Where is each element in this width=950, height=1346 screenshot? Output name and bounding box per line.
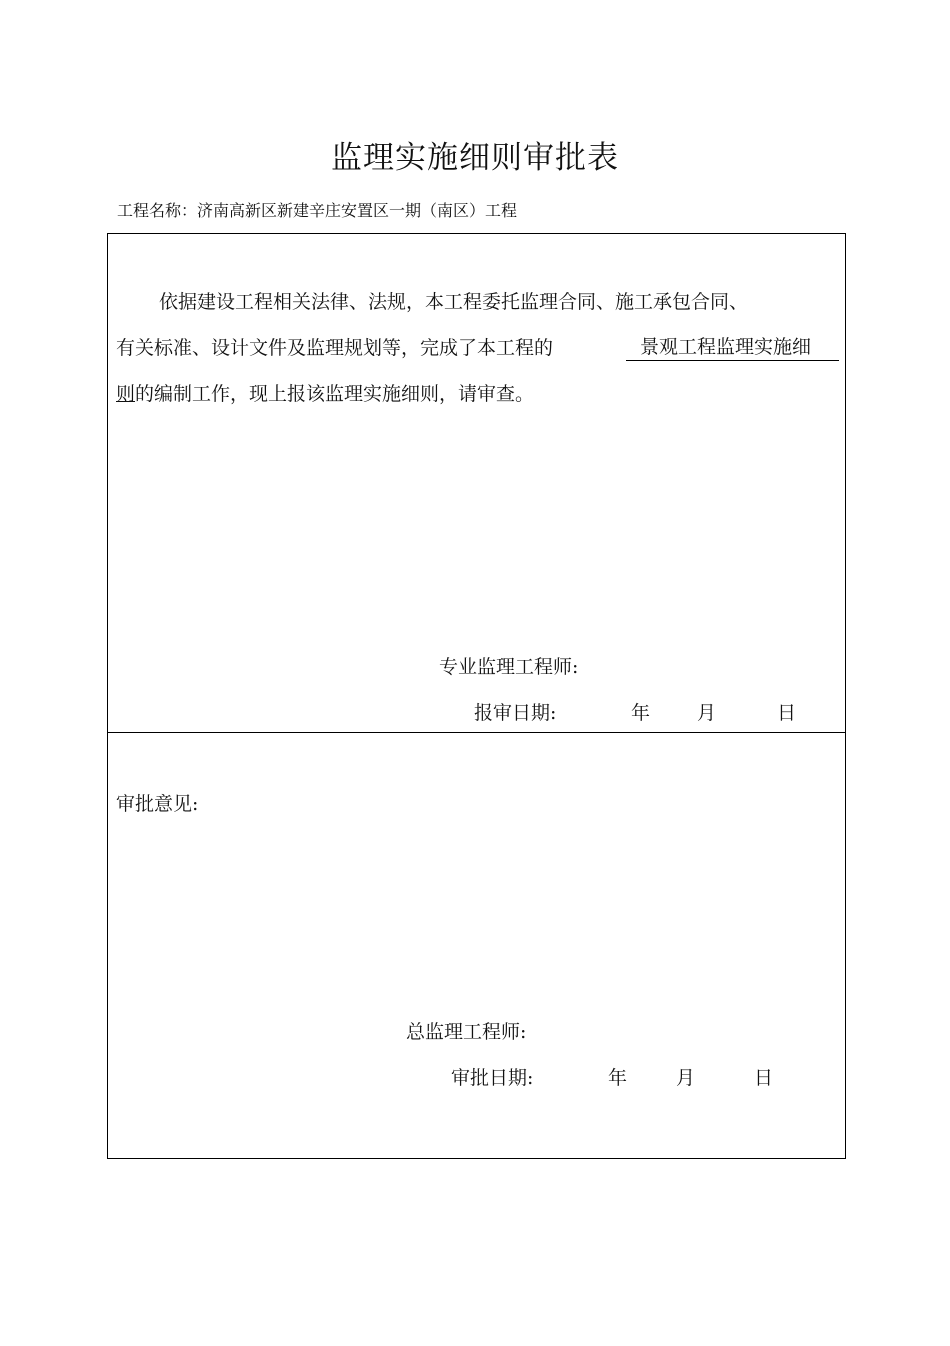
approval-opinion-label: 审批意见:: [116, 793, 199, 815]
specialty-engineer-label: 专业监理工程师:: [439, 656, 579, 678]
submission-date-label: 报审日期:: [474, 702, 557, 724]
section-divider: [107, 732, 846, 733]
submission-year-label: 年: [631, 702, 651, 724]
project-name: 工程名称：济南高新区新建辛庄安置区一期（南区）工程: [117, 201, 518, 220]
submission-text-line-2: 有关标准、设计文件及监理规划等，完成了本工程的: [116, 337, 554, 359]
fill-in-plan-name-continued[interactable]: 则: [116, 383, 136, 405]
submission-day-label: 日: [777, 702, 797, 724]
submission-text-line-3: [116, 380, 534, 408]
document-title: 监理实施细则审批表: [331, 140, 619, 176]
approval-day-label: 日: [754, 1067, 774, 1089]
approval-year-label: 年: [608, 1067, 628, 1089]
submission-text-line-3-rest: 的编制工作，现上报该监理实施细则，请审查。: [135, 383, 535, 405]
approval-date-label: 审批日期:: [451, 1067, 534, 1089]
fill-in-plan-name[interactable]: 景观工程监理实施细: [626, 333, 839, 361]
submission-month-label: 月: [697, 702, 717, 724]
submission-text-line-1: 依据建设工程相关法律、法规，本工程委托监理合同、施工承包合同、: [159, 291, 749, 313]
chief-engineer-label: 总监理工程师:: [406, 1021, 527, 1043]
approval-month-label: 月: [676, 1067, 696, 1089]
